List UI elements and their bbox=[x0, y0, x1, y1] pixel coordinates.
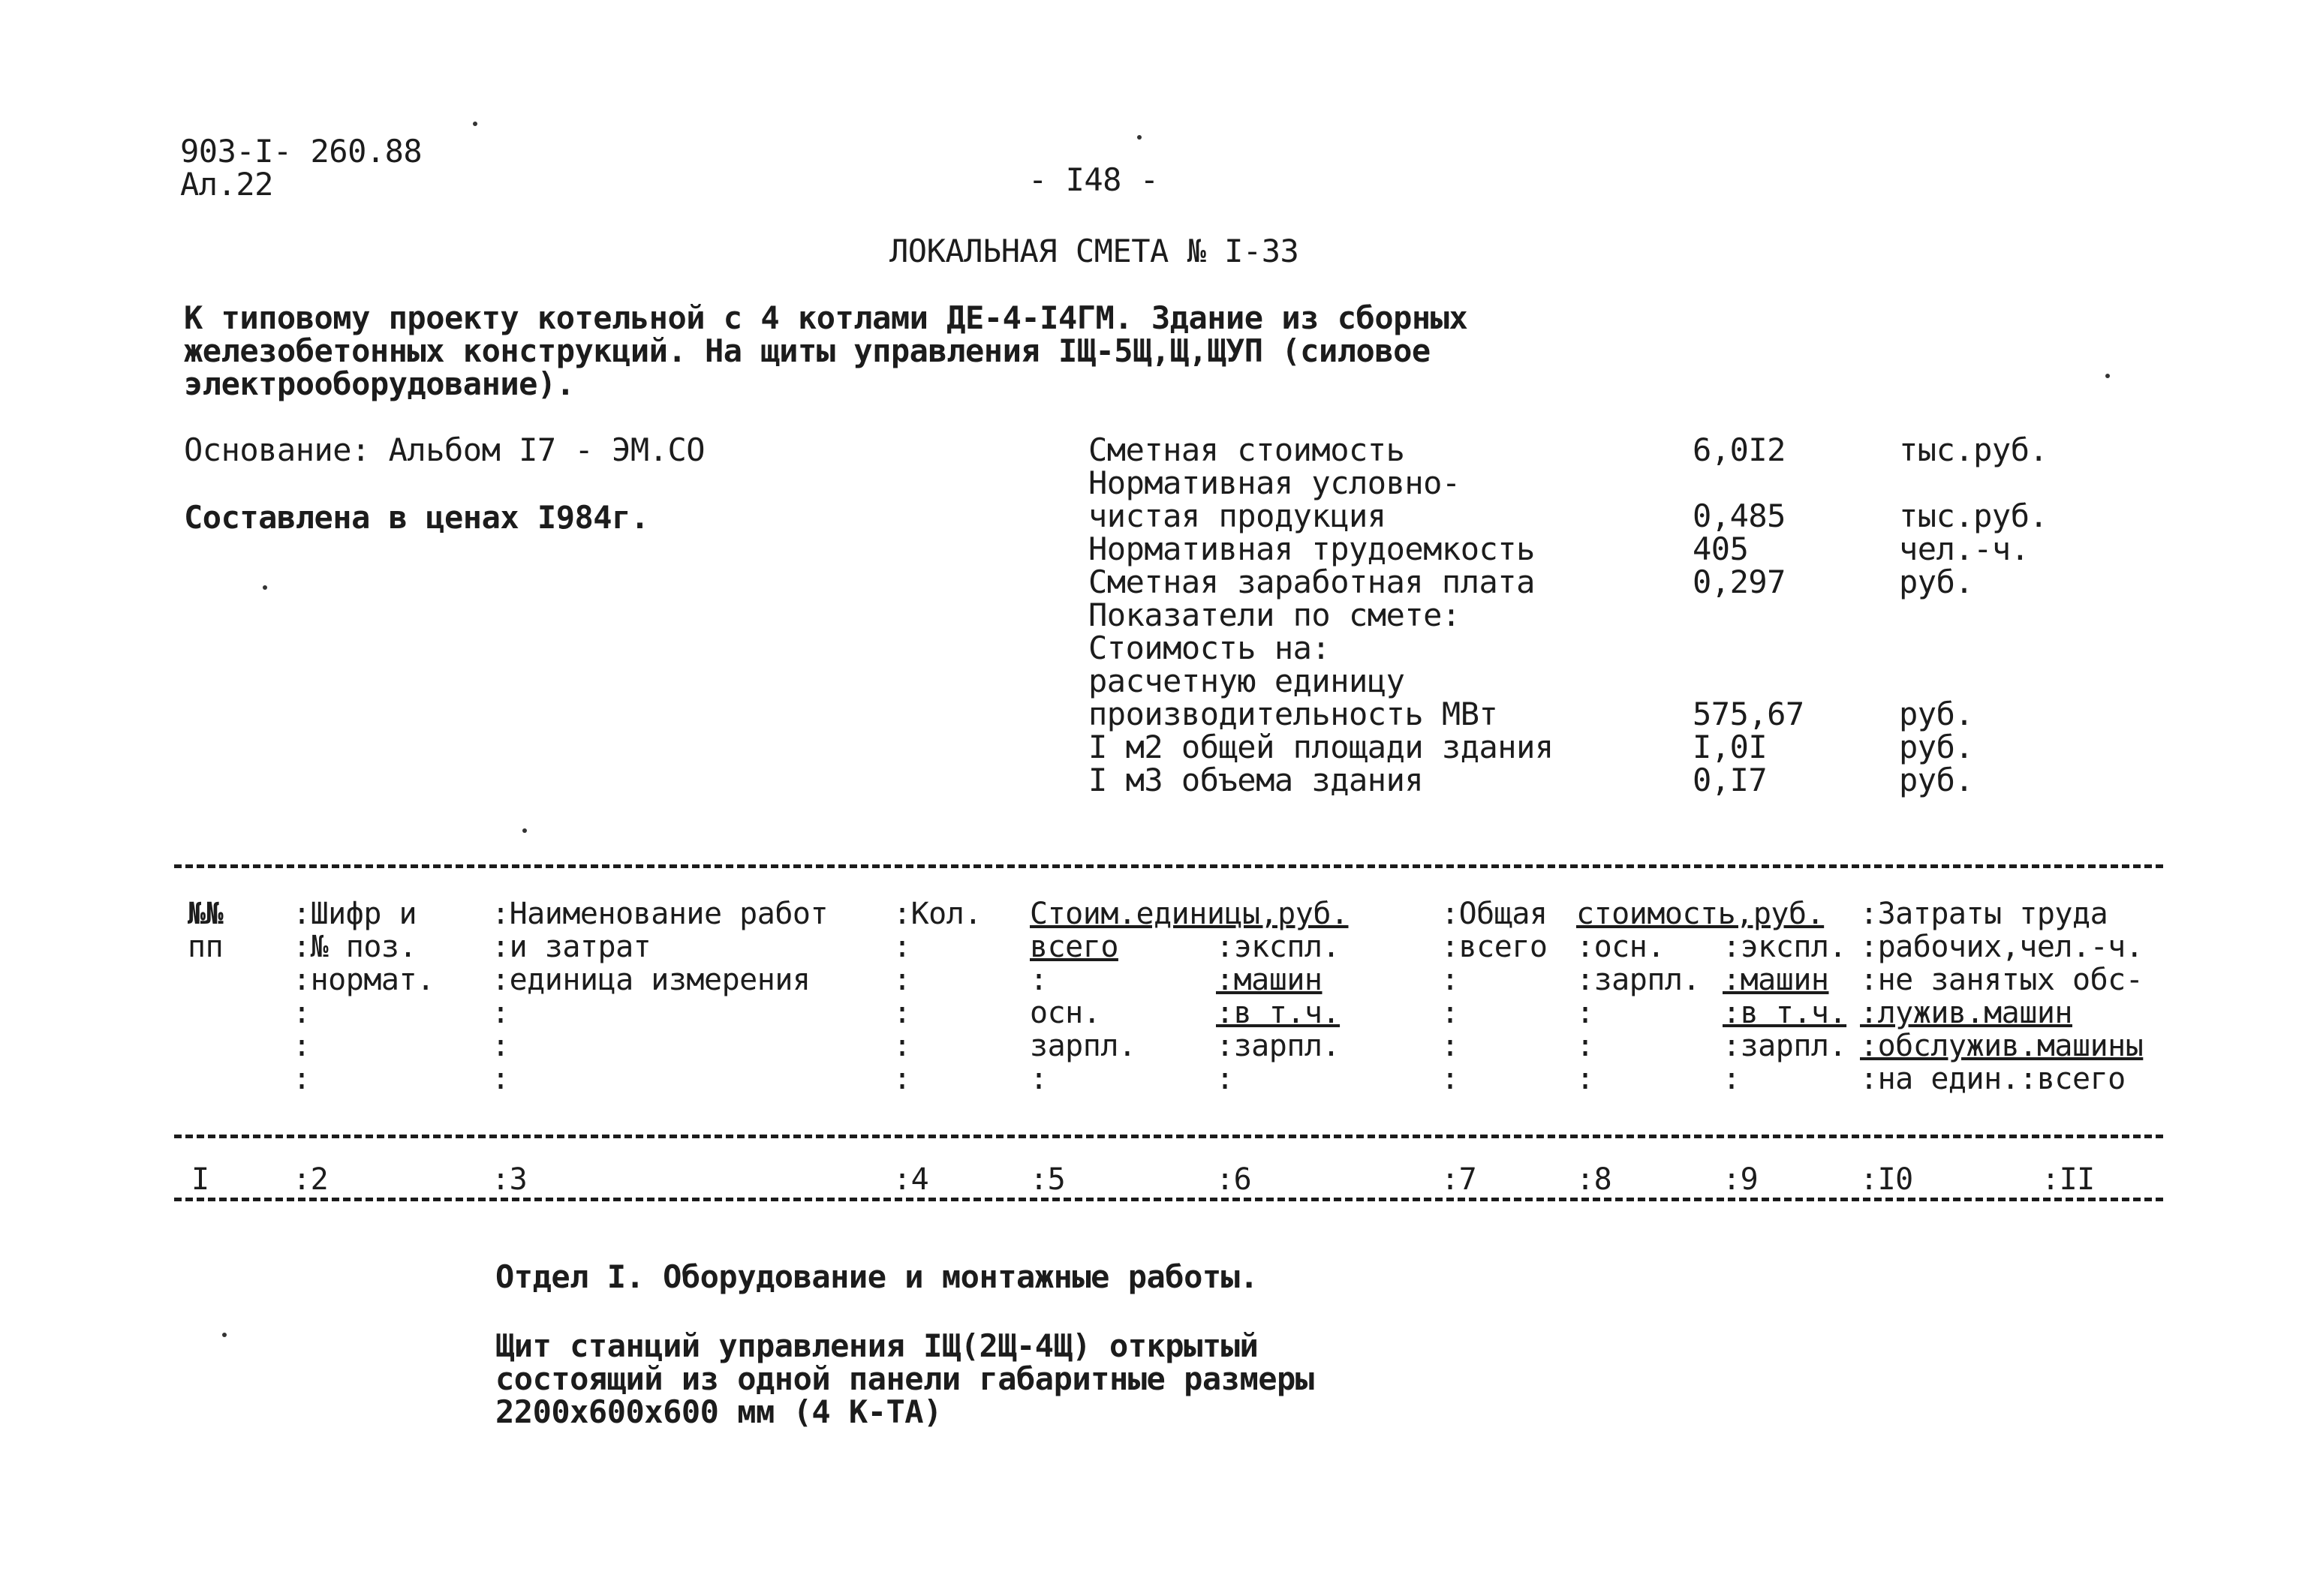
summary-unit: руб. bbox=[1899, 729, 1974, 765]
header-cell: :Затраты труда bbox=[1860, 897, 2108, 931]
header-cell: :Кол. bbox=[893, 897, 982, 931]
header-cell: : bbox=[1030, 1062, 1048, 1096]
column-number: :2 bbox=[293, 1162, 329, 1197]
header-cell: :не занятых обс- bbox=[1860, 963, 2144, 997]
summary-value: 575,67 bbox=[1693, 696, 1804, 732]
header-cell: №№ bbox=[188, 897, 224, 931]
summary-label: производительность МВт bbox=[1088, 696, 1498, 732]
summary-unit: руб. bbox=[1899, 564, 1974, 600]
page-number: - I48 - bbox=[1028, 161, 1159, 198]
header-cell: : bbox=[492, 1062, 510, 1096]
document-code: 903-I- 260.88 bbox=[180, 133, 423, 170]
header-cell: :зарпл. bbox=[1576, 963, 1701, 997]
column-number: :5 bbox=[1030, 1162, 1066, 1197]
header-cell: : bbox=[1441, 963, 1459, 997]
scan-speck bbox=[1137, 135, 1142, 140]
summary-label: Сметная стоимость bbox=[1088, 431, 1405, 468]
header-cell: : bbox=[1576, 996, 1594, 1030]
column-number: :6 bbox=[1216, 1162, 1252, 1197]
header-cell: :в т.ч. bbox=[1723, 996, 1847, 1030]
header-cell: : bbox=[492, 996, 510, 1030]
basis-text: Основание: Альбом I7 - ЭМ.СО bbox=[184, 431, 706, 468]
column-number: :9 bbox=[1723, 1162, 1759, 1197]
header-cell: : bbox=[1441, 996, 1459, 1030]
header-cell: : bbox=[893, 996, 911, 1030]
summary-unit: тыс.руб. bbox=[1899, 431, 2048, 468]
header-cell: осн. bbox=[1030, 996, 1101, 1030]
summary-value: I,0I bbox=[1693, 729, 1768, 765]
column-number: I bbox=[191, 1162, 209, 1197]
scan-speck bbox=[263, 585, 267, 590]
header-cell: :машин bbox=[1723, 963, 1829, 997]
scan-speck bbox=[2105, 374, 2110, 378]
summary-unit: тыс.руб. bbox=[1899, 497, 2048, 534]
item-text-line-3: 2200х600х600 мм (4 К-ТА) bbox=[495, 1393, 942, 1430]
summary-label: I м3 объема здания bbox=[1088, 762, 1424, 798]
prices-year-text: Составлена в ценах I984г. bbox=[184, 499, 649, 536]
header-cell: :обслужив.машины bbox=[1860, 1029, 2144, 1063]
summary-label: Стоимость на: bbox=[1088, 630, 1331, 666]
summary-label: Показатели по смете: bbox=[1088, 597, 1461, 633]
summary-value: 0,I7 bbox=[1693, 762, 1768, 798]
header-cell: Стоим.единицы,руб. bbox=[1030, 897, 1349, 931]
summary-unit: руб. bbox=[1899, 696, 1974, 732]
column-number: :7 bbox=[1441, 1162, 1477, 1197]
item-text-line-1: Щит станций управления IЩ(2Щ-4Щ) открытый bbox=[495, 1327, 1259, 1364]
table-mid-rule bbox=[174, 1135, 2163, 1138]
description-line-2: железобетонных конструкций. На щиты управления IЩ-5Щ,Щ,ЩУП (силовое bbox=[184, 332, 1431, 369]
column-number: :3 bbox=[492, 1162, 528, 1197]
header-cell: :рабочих,чел.-ч. bbox=[1860, 930, 2144, 964]
summary-label: I м2 общей площади здания bbox=[1088, 729, 1554, 765]
summary-unit: чел.-ч. bbox=[1899, 530, 2030, 567]
scan-speck bbox=[473, 122, 477, 126]
header-cell: : bbox=[1030, 963, 1048, 997]
header-cell: : bbox=[893, 930, 911, 964]
section-title: Отдел I. Оборудование и монтажные работы. bbox=[495, 1258, 1259, 1295]
table-top-rule bbox=[174, 864, 2163, 868]
header-cell: : bbox=[893, 1029, 911, 1063]
item-text-line-2: состоящий из одной панели габаритные размеры bbox=[495, 1360, 1314, 1397]
header-cell: :единица измерения bbox=[492, 963, 811, 997]
header-cell: : bbox=[293, 1029, 311, 1063]
summary-label: Сметная заработная плата bbox=[1088, 564, 1535, 600]
summary-value: 0,485 bbox=[1693, 497, 1786, 534]
header-cell: :Общая bbox=[1441, 897, 1548, 931]
header-cell: зарпл. bbox=[1030, 1029, 1136, 1063]
header-cell: :нормат. bbox=[293, 963, 435, 997]
header-cell: пп bbox=[188, 930, 224, 964]
header-cell: : bbox=[893, 963, 911, 997]
description-line-3: электрооборудование). bbox=[184, 365, 575, 402]
header-cell: :в т.ч. bbox=[1216, 996, 1341, 1030]
scan-speck bbox=[522, 828, 527, 833]
header-cell: :зарпл. bbox=[1216, 1029, 1341, 1063]
summary-value: 0,297 bbox=[1693, 564, 1786, 600]
summary-label: расчетную единицу bbox=[1088, 663, 1405, 699]
header-cell: всего bbox=[1030, 930, 1118, 964]
header-cell: :Наименование работ bbox=[492, 897, 829, 931]
header-cell: :экспл. bbox=[1216, 930, 1341, 964]
header-cell: :№ поз. bbox=[293, 930, 417, 964]
description-line-1: К типовому проекту котельной с 4 котлами ДЕ-4-I4ГМ. Здание из сборных bbox=[184, 299, 1468, 336]
summary-value: 405 bbox=[1693, 530, 1749, 567]
column-number: :II bbox=[2042, 1162, 2095, 1197]
table-bottom-rule bbox=[174, 1198, 2163, 1201]
header-cell: : bbox=[1576, 1029, 1594, 1063]
header-cell: :всего bbox=[1441, 930, 1548, 964]
header-cell: : bbox=[1441, 1029, 1459, 1063]
header-cell: : bbox=[293, 996, 311, 1030]
header-cell: :экспл. bbox=[1723, 930, 1847, 964]
header-cell: :осн. bbox=[1576, 930, 1665, 964]
column-number: :8 bbox=[1576, 1162, 1612, 1197]
header-cell: : bbox=[492, 1029, 510, 1063]
header-cell: :зарпл. bbox=[1723, 1029, 1847, 1063]
header-cell: : bbox=[293, 1062, 311, 1096]
header-cell: стоимость,руб. bbox=[1576, 897, 1825, 931]
summary-label: Нормативная трудоемкость bbox=[1088, 530, 1535, 567]
header-cell: :Шифр и bbox=[293, 897, 417, 931]
header-cell: :лужив.машин bbox=[1860, 996, 2072, 1030]
header-cell: : bbox=[1441, 1062, 1459, 1096]
summary-unit: руб. bbox=[1899, 762, 1974, 798]
column-number: :I0 bbox=[1860, 1162, 1913, 1197]
summary-value: 6,0I2 bbox=[1693, 431, 1786, 468]
header-cell: : bbox=[1216, 1062, 1234, 1096]
summary-label: чистая продукция bbox=[1088, 497, 1386, 534]
album-number: Ал.22 bbox=[180, 166, 273, 203]
header-cell: :на един.:всего bbox=[1860, 1062, 2126, 1096]
summary-label: Нормативная условно- bbox=[1088, 464, 1461, 501]
header-cell: : bbox=[893, 1062, 911, 1096]
header-cell: :и затрат bbox=[492, 930, 651, 964]
column-number: :4 bbox=[893, 1162, 929, 1197]
header-cell: :машин bbox=[1216, 963, 1323, 997]
header-cell: : bbox=[1723, 1062, 1741, 1096]
scan-speck bbox=[222, 1333, 227, 1337]
header-cell: : bbox=[1576, 1062, 1594, 1096]
estimate-title: ЛОКАЛЬНАЯ СМЕТА № I-33 bbox=[889, 233, 1299, 269]
